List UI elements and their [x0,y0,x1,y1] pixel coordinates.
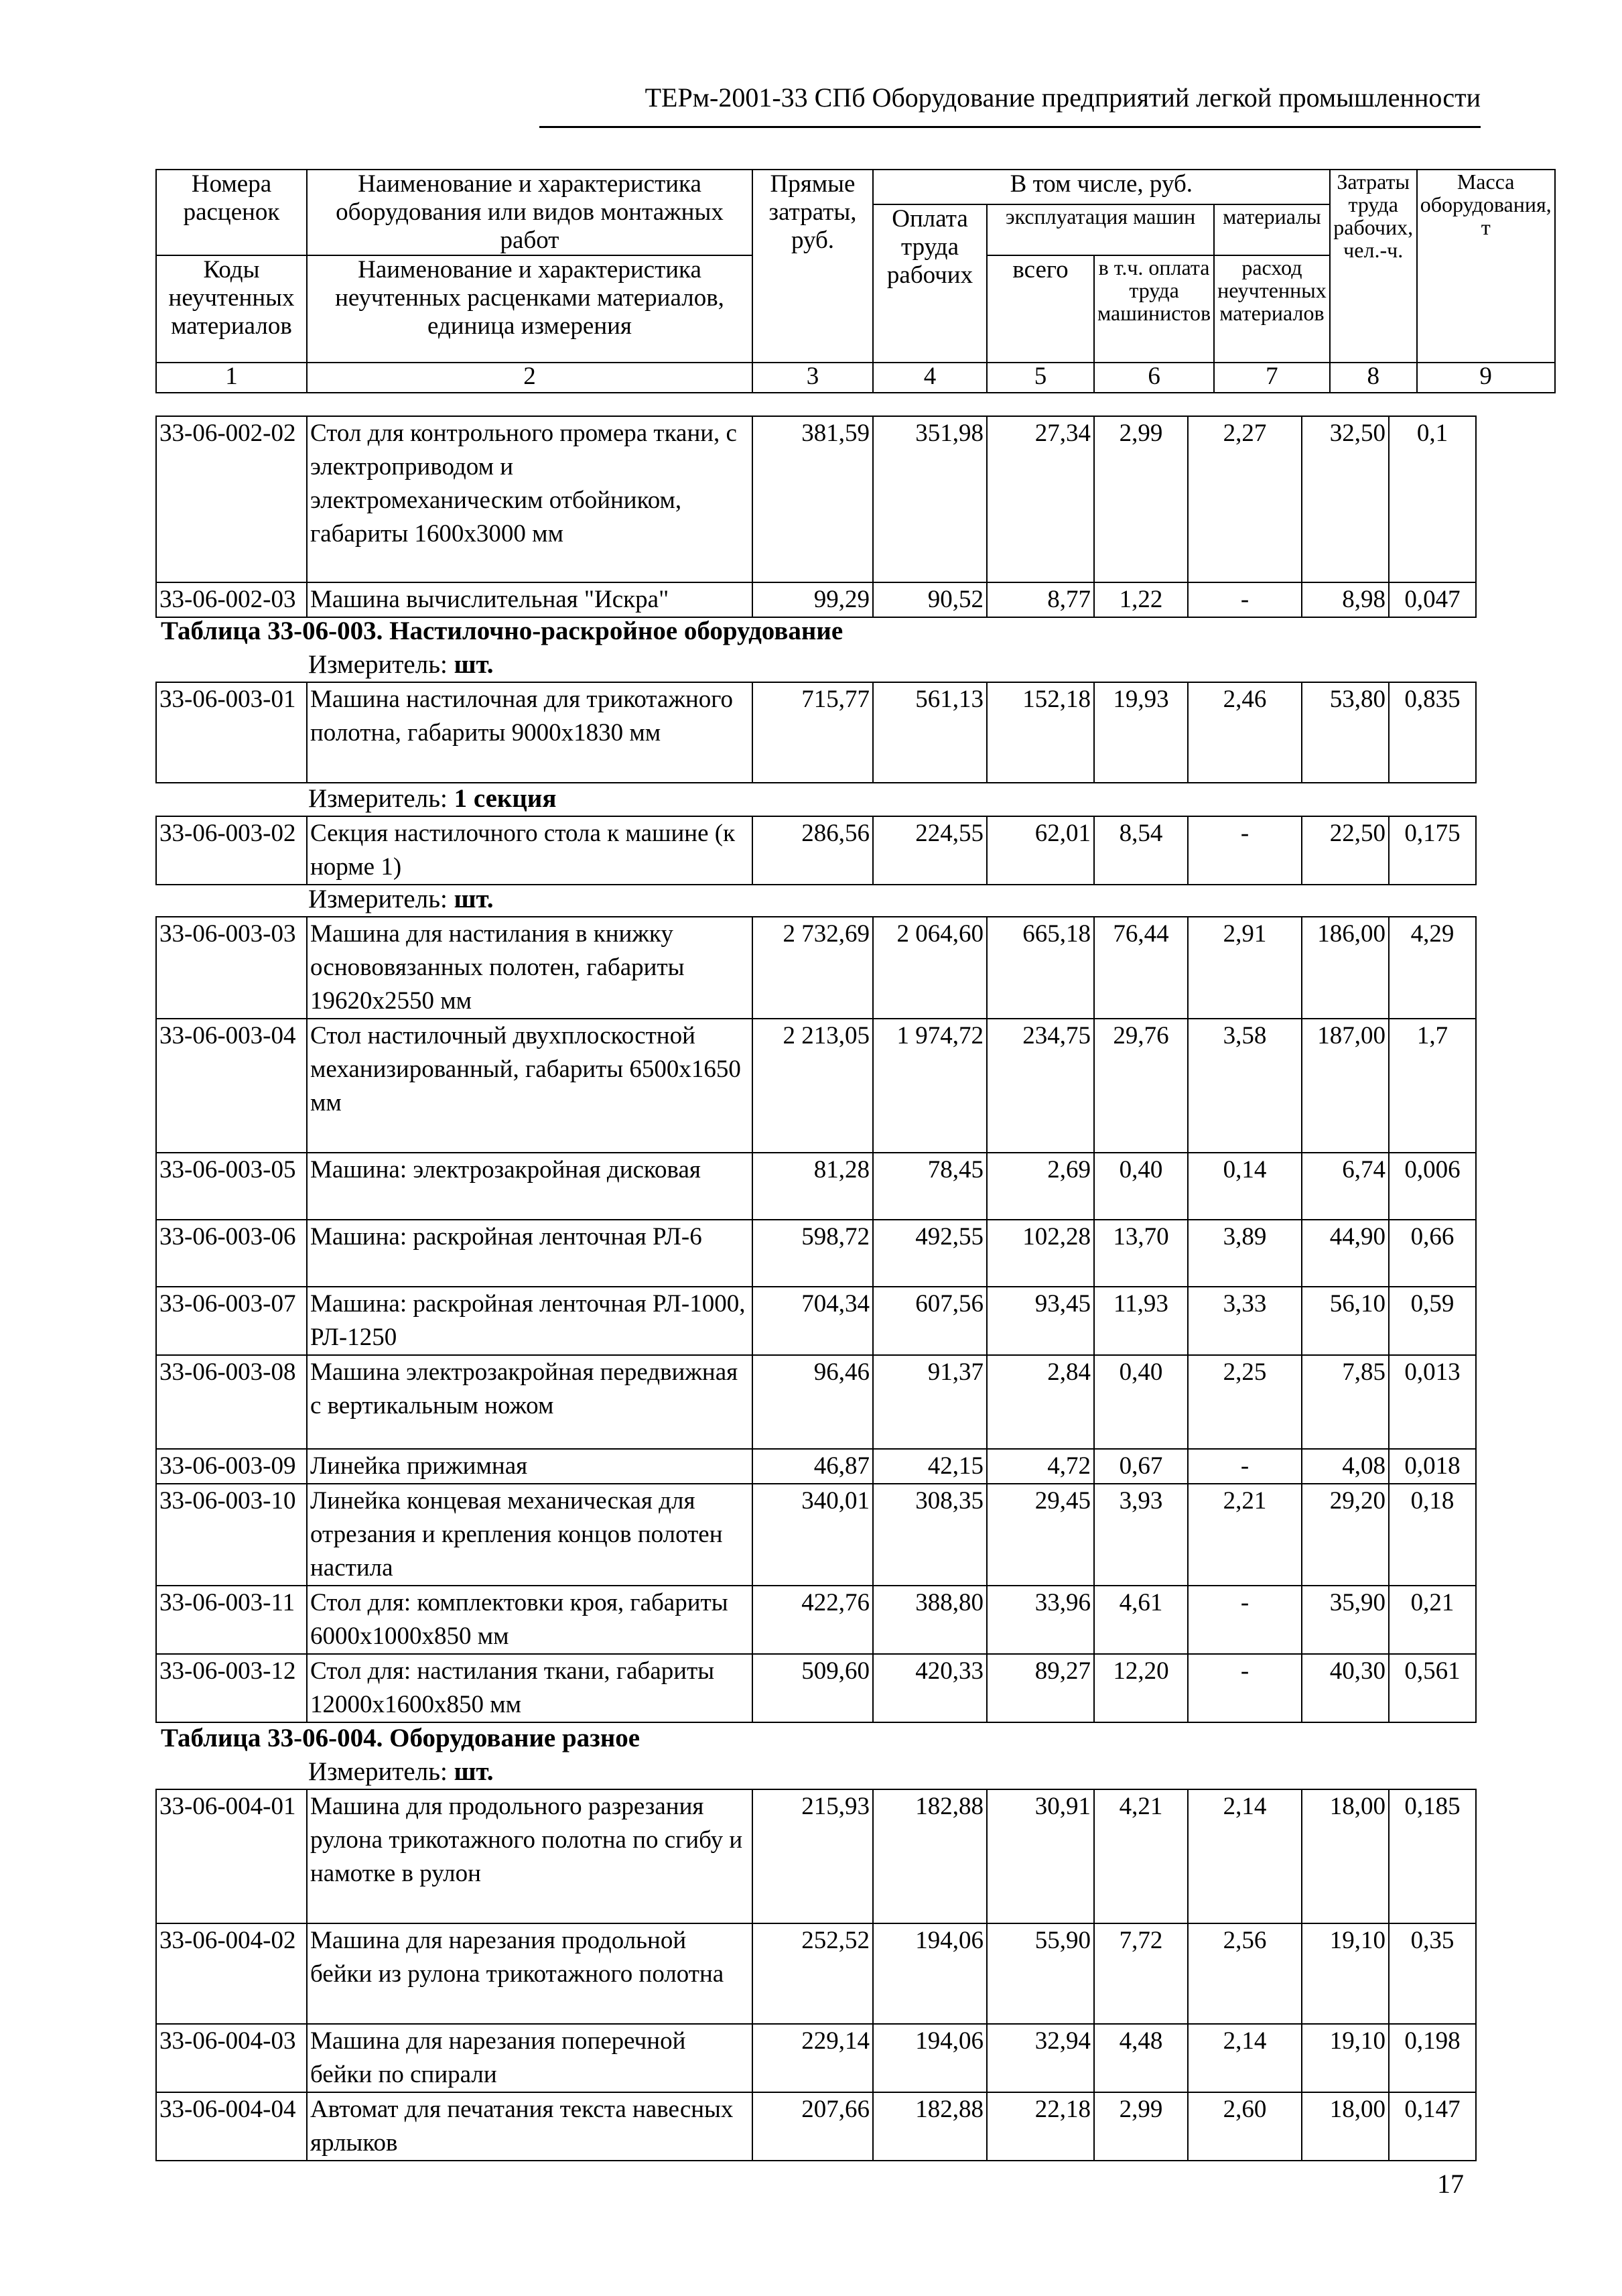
direct-cost: 207,66 [752,2092,873,2161]
machines-total: 33,96 [987,1586,1094,1654]
table-row [156,917,1476,1019]
direct-cost: 340,01 [752,1484,873,1586]
rate-code: 33-06-002-03 [156,582,307,617]
materials-cost: 2,56 [1188,1923,1302,2024]
machines-labor: 1,22 [1094,582,1188,617]
machines-labor: 2,99 [1094,416,1188,582]
machines-labor: 4,21 [1094,1789,1188,1923]
labor-hours: 19,10 [1302,2024,1389,2092]
equipment-mass: 0,006 [1389,1153,1476,1220]
section-title-003: Таблица 33-06-003. Настилочно-раскройное оборудование [161,617,843,645]
measurement-unit: Измеритель: шт. [308,1757,494,1786]
materials-cost: 2,46 [1188,682,1302,783]
machines-total: 29,45 [987,1484,1094,1586]
materials-cost: 2,25 [1188,1355,1302,1449]
machines-labor: 29,76 [1094,1019,1188,1153]
rate-name: Стол для контрольного промера ткани, с электроприводом и электромеханическим отбойником, габариты 1600х3000 мм [307,416,752,582]
machines-labor: 0,40 [1094,1153,1188,1220]
labor-pay: 42,15 [873,1449,987,1484]
table-row [156,1484,1476,1586]
labor-hours: 53,80 [1302,682,1389,783]
measurement-unit: Измеритель: шт. [308,650,494,679]
rate-code: 33-06-003-04 [156,1019,307,1153]
table-row [156,2024,1476,2092]
equipment-mass: 0,561 [1389,1654,1476,1722]
table-row [156,1153,1476,1220]
rate-name: Стол для: комплектовки кроя, габариты 6000х1000х850 мм [307,1586,752,1654]
col-number: 4 [873,363,987,393]
col-direct: Прямые затраты, руб. [752,170,873,363]
labor-pay: 224,55 [873,816,987,885]
materials-cost: 2,14 [1188,2024,1302,2092]
rate-name: Линейка прижимная [307,1449,752,1484]
direct-cost: 704,34 [752,1287,873,1355]
rate-code: 33-06-003-12 [156,1654,307,1722]
equipment-mass: 0,59 [1389,1287,1476,1355]
equipment-mass: 4,29 [1389,917,1476,1019]
rate-code: 33-06-003-05 [156,1153,307,1220]
machines-total: 665,18 [987,917,1094,1019]
rate-code: 33-06-003-11 [156,1586,307,1654]
materials-cost: - [1188,1586,1302,1654]
machines-labor: 76,44 [1094,917,1188,1019]
materials-cost: 2,14 [1188,1789,1302,1923]
labor-hours: 32,50 [1302,416,1389,582]
machines-total: 8,77 [987,582,1094,617]
materials-cost: 2,21 [1188,1484,1302,1586]
table-row [156,816,1476,885]
equipment-mass: 1,7 [1389,1019,1476,1153]
direct-cost: 96,46 [752,1355,873,1449]
labor-pay: 351,98 [873,416,987,582]
table-row [156,1654,1476,1722]
machines-total: 27,34 [987,416,1094,582]
machines-labor: 12,20 [1094,1654,1188,1722]
rate-code: 33-06-004-02 [156,1923,307,2024]
rate-name: Машина для продольного разрезания рулона трикотажного полотна по сгибу и намотке в рулон [307,1789,752,1923]
machines-total: 30,91 [987,1789,1094,1923]
materials-cost: 3,33 [1188,1287,1302,1355]
machines-total: 234,75 [987,1019,1094,1153]
table-row [156,1923,1476,2024]
rate-code: 33-06-003-02 [156,816,307,885]
rate-table-004 [155,1789,1477,2161]
rate-code: 33-06-003-07 [156,1287,307,1355]
labor-pay: 388,80 [873,1586,987,1654]
direct-cost: 2 732,69 [752,917,873,1019]
equipment-mass: 0,198 [1389,2024,1476,2092]
machines-labor: 7,72 [1094,1923,1188,2024]
equipment-mass: 0,185 [1389,1789,1476,1923]
rate-table-003-b [155,816,1477,885]
page-number: 17 [1437,2169,1464,2199]
measurement-unit: Измеритель: шт. [308,885,494,913]
labor-pay: 308,35 [873,1484,987,1586]
labor-pay: 182,88 [873,2092,987,2161]
labor-pay: 194,06 [873,1923,987,2024]
rate-name: Машина настилочная для трикотажного полотна, габариты 9000х1830 мм [307,682,752,783]
col-materials: материалы [1214,204,1330,255]
labor-hours: 56,10 [1302,1287,1389,1355]
rate-name: Стол настилочный двухплоскостной механизированный, габариты 6500х1650 мм [307,1019,752,1153]
equipment-mass: 0,835 [1389,682,1476,783]
column-header-table [155,169,1556,393]
labor-pay: 1 974,72 [873,1019,987,1153]
table-row [156,1355,1476,1449]
labor-hours: 18,00 [1302,2092,1389,2161]
machines-labor: 2,99 [1094,2092,1188,2161]
labor-pay: 607,56 [873,1287,987,1355]
rate-name: Машина электрозакройная передвижная с вертикальным ножом [307,1355,752,1449]
table-row [156,416,1476,582]
direct-cost: 99,29 [752,582,873,617]
table-row [156,1287,1476,1355]
section-title-004: Таблица 33-06-004. Оборудование разное [161,1724,640,1752]
machines-labor: 13,70 [1094,1220,1188,1287]
col-machines-total: всего [987,255,1094,363]
direct-cost: 215,93 [752,1789,873,1923]
labor-hours: 6,74 [1302,1153,1389,1220]
labor-pay: 194,06 [873,2024,987,2092]
rate-name: Машина: электрозакройная дисковая [307,1153,752,1220]
equipment-mass: 0,047 [1389,582,1476,617]
machines-total: 152,18 [987,682,1094,783]
machines-labor: 0,67 [1094,1449,1188,1484]
labor-pay: 492,55 [873,1220,987,1287]
rate-name: Линейка концевая механическая для отрезания и крепления концов полотен настила [307,1484,752,1586]
rate-name: Машина: раскройная ленточная РЛ-6 [307,1220,752,1287]
materials-cost: 2,91 [1188,917,1302,1019]
page-header: ТЕРм-2001-33 СПб Оборудование предприятий легкой промышленности [645,82,1481,113]
machines-total: 93,45 [987,1287,1094,1355]
machines-total: 89,27 [987,1654,1094,1722]
rate-code: 33-06-003-03 [156,917,307,1019]
machines-total: 22,18 [987,2092,1094,2161]
equipment-mass: 0,66 [1389,1220,1476,1287]
direct-cost: 715,77 [752,682,873,783]
rate-code: 33-06-003-06 [156,1220,307,1287]
machines-labor: 19,93 [1094,682,1188,783]
equipment-mass: 0,1 [1389,416,1476,582]
direct-cost: 252,52 [752,1923,873,2024]
direct-cost: 2 213,05 [752,1019,873,1153]
labor-pay: 91,37 [873,1355,987,1449]
machines-labor: 4,48 [1094,2024,1188,2092]
table-row [156,682,1476,783]
machines-total: 102,28 [987,1220,1094,1287]
rate-table-003-a [155,682,1477,783]
equipment-mass: 0,013 [1389,1355,1476,1449]
table-row [156,1586,1476,1654]
machines-total: 62,01 [987,816,1094,885]
materials-cost: - [1188,1654,1302,1722]
materials-cost: 2,27 [1188,416,1302,582]
measurement-unit: Измеритель: 1 секция [308,784,557,813]
column-number-row [156,363,1555,393]
rate-name: Секция настилочного стола к машине (к норме 1) [307,816,752,885]
equipment-mass: 0,175 [1389,816,1476,885]
table-row [156,2092,1476,2161]
labor-hours: 18,00 [1302,1789,1389,1923]
equipment-mass: 0,21 [1389,1586,1476,1654]
table-row [156,1019,1476,1153]
rate-name: Машина для настилания в книжку основовязанных полотен, габариты 19620х2550 мм [307,917,752,1019]
materials-cost: 2,60 [1188,2092,1302,2161]
col-number: 9 [1417,363,1555,393]
direct-cost: 509,60 [752,1654,873,1722]
machines-total: 32,94 [987,2024,1094,2092]
rate-code: 33-06-003-09 [156,1449,307,1484]
labor-hours: 8,98 [1302,582,1389,617]
col-labor-pay: Оплата труда рабочих [873,204,987,363]
col-number: 3 [752,363,873,393]
table-row [156,1789,1476,1923]
rate-table-002 [155,416,1477,618]
rate-code: 33-06-004-03 [156,2024,307,2092]
equipment-mass: 0,35 [1389,1923,1476,2024]
col-name-top: Наименование и характеристика оборудования или видов монтажных работ [307,170,752,255]
labor-hours: 7,85 [1302,1355,1389,1449]
rate-name: Стол для: настилания ткани, габариты 12000х1600х850 мм [307,1654,752,1722]
rate-code: 33-06-002-02 [156,416,307,582]
col-code-top: Номера расценок [156,170,307,255]
header-rule [539,126,1481,128]
col-name-bottom: Наименование и характеристика неучтенных расценками материалов, единица измерения [307,255,752,363]
rate-table-003-c [155,916,1477,1723]
materials-cost: 3,58 [1188,1019,1302,1153]
labor-hours: 35,90 [1302,1586,1389,1654]
direct-cost: 381,59 [752,416,873,582]
labor-hours: 22,50 [1302,816,1389,885]
labor-hours: 187,00 [1302,1019,1389,1153]
rate-name: Машина для нарезания поперечной бейки по спирали [307,2024,752,2092]
col-materials-sub: расход неучтенных материалов [1214,255,1330,363]
labor-hours: 4,08 [1302,1449,1389,1484]
col-number: 6 [1094,363,1214,393]
table-row [156,1449,1476,1484]
col-code-bottom: Коды неучтенных материалов [156,255,307,363]
col-machines: эксплуатация машин [987,204,1214,255]
labor-hours: 40,30 [1302,1654,1389,1722]
direct-cost: 229,14 [752,2024,873,2092]
labor-pay: 90,52 [873,582,987,617]
materials-cost: - [1188,582,1302,617]
labor-pay: 561,13 [873,682,987,783]
materials-cost: 3,89 [1188,1220,1302,1287]
labor-pay: 78,45 [873,1153,987,1220]
rate-code: 33-06-004-01 [156,1789,307,1923]
direct-cost: 598,72 [752,1220,873,1287]
equipment-mass: 0,18 [1389,1484,1476,1586]
labor-pay: 2 064,60 [873,917,987,1019]
machines-total: 55,90 [987,1923,1094,2024]
materials-cost: - [1188,816,1302,885]
equipment-mass: 0,018 [1389,1449,1476,1484]
col-mass: Масса оборудования, т [1417,170,1555,363]
col-number: 8 [1330,363,1417,393]
col-number: 7 [1214,363,1330,393]
col-machines-labor: в т.ч. оплата труда машинистов [1094,255,1214,363]
col-including: В том числе, руб. [873,170,1330,204]
direct-cost: 286,56 [752,816,873,885]
rate-name: Машина для нарезания продольной бейки из рулона трикотажного полотна [307,1923,752,2024]
machines-total: 4,72 [987,1449,1094,1484]
direct-cost: 46,87 [752,1449,873,1484]
machines-labor: 11,93 [1094,1287,1188,1355]
rate-name: Машина вычислительная "Искра" [307,582,752,617]
col-number: 1 [156,363,307,393]
machines-total: 2,69 [987,1153,1094,1220]
equipment-mass: 0,147 [1389,2092,1476,2161]
labor-hours: 44,90 [1302,1220,1389,1287]
labor-hours: 186,00 [1302,917,1389,1019]
rate-name: Машина: раскройная ленточная РЛ-1000, РЛ-1250 [307,1287,752,1355]
rate-code: 33-06-003-10 [156,1484,307,1586]
direct-cost: 422,76 [752,1586,873,1654]
rate-code: 33-06-003-08 [156,1355,307,1449]
labor-hours: 19,10 [1302,1923,1389,2024]
machines-labor: 0,40 [1094,1355,1188,1449]
machines-labor: 3,93 [1094,1484,1188,1586]
labor-pay: 420,33 [873,1654,987,1722]
labor-hours: 29,20 [1302,1484,1389,1586]
rate-code: 33-06-003-01 [156,682,307,783]
table-row [156,582,1476,617]
direct-cost: 81,28 [752,1153,873,1220]
machines-labor: 8,54 [1094,816,1188,885]
machines-total: 2,84 [987,1355,1094,1449]
col-labor-cost: Затраты труда рабочих, чел.-ч. [1330,170,1417,363]
rate-code: 33-06-004-04 [156,2092,307,2161]
materials-cost: 0,14 [1188,1153,1302,1220]
table-row [156,1220,1476,1287]
machines-labor: 4,61 [1094,1586,1188,1654]
materials-cost: - [1188,1449,1302,1484]
rate-name: Автомат для печатания текста навесных ярлыков [307,2092,752,2161]
labor-pay: 182,88 [873,1789,987,1923]
col-number: 5 [987,363,1094,393]
col-number: 2 [307,363,752,393]
